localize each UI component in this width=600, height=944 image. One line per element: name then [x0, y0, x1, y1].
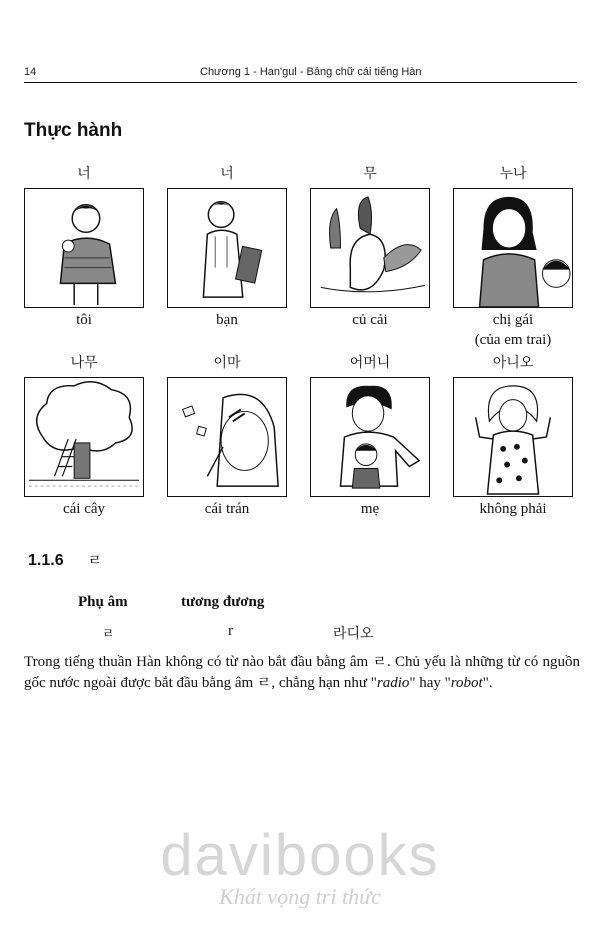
- practice-item-chi-gai: [451, 164, 575, 350]
- illustration-boy: [24, 188, 144, 308]
- section-title: Thực hành: [24, 120, 123, 141]
- korean-word: 어머니: [349, 355, 391, 371]
- body-paragraph: [24, 652, 580, 694]
- korean-word: 나무: [70, 355, 98, 371]
- korean-word: 이마: [213, 355, 241, 371]
- header-rule: [24, 82, 577, 83]
- practice-item-cai-cay: [22, 353, 146, 519]
- paragraph-italic-robot: robot: [450, 675, 483, 691]
- page-number: 14: [24, 66, 37, 78]
- subsection-letter: ㄹ: [87, 551, 103, 569]
- practice-item-cu-cai: [308, 164, 432, 330]
- table-head-equivalent: tương đương: [181, 594, 265, 610]
- caption: cái trán: [204, 501, 250, 517]
- caption: tôi: [76, 312, 92, 328]
- practice-item-toi: [22, 164, 146, 330]
- subsection-heading: [28, 549, 102, 570]
- table-example: 라디오: [333, 626, 374, 642]
- illustration-tree: [24, 377, 144, 497]
- illustration-girl-with-book: [167, 188, 287, 308]
- paragraph-italic-radio: radio: [376, 675, 410, 691]
- practice-item-cai-tran: [165, 353, 289, 519]
- korean-word: 너: [220, 166, 234, 182]
- korean-word: 너: [77, 166, 91, 182]
- table-head-consonant: Phụ âm: [78, 594, 128, 610]
- illustration-mother-and-child: [310, 377, 430, 497]
- korean-word: 무: [363, 166, 377, 182]
- illustration-girl-waving: [453, 377, 573, 497]
- caption: không phải: [479, 501, 547, 517]
- watermark-brand: davibooks: [160, 823, 440, 888]
- paragraph-text: ".: [482, 675, 493, 691]
- korean-word: 누나: [499, 166, 527, 182]
- illustration-sister: [453, 188, 573, 308]
- illustration-radish: [310, 188, 430, 308]
- korean-word: 아니오: [492, 355, 534, 371]
- running-title: Chương 1 - Han'gul - Bảng chữ cái tiếng Hàn: [200, 66, 422, 78]
- caption: bạn: [216, 312, 238, 328]
- practice-item-khong-phai: [451, 353, 575, 519]
- practice-item-ban: [165, 164, 289, 330]
- subsection-number: 1.1.6: [28, 552, 64, 569]
- paragraph-text: " hay ": [409, 675, 451, 691]
- illustration-forehead: [167, 377, 287, 497]
- caption: mẹ: [360, 501, 380, 517]
- subcaption: (của em trai): [474, 332, 552, 348]
- watermark-slogan: Khát vọng tri thức: [219, 884, 381, 909]
- table-consonant: ㄹ: [102, 627, 115, 642]
- caption: chị gái: [492, 312, 534, 328]
- caption: củ cải: [352, 312, 388, 328]
- table-equivalent: r: [228, 623, 233, 639]
- practice-item-me: [308, 353, 432, 519]
- paragraph-text: Trong tiếng thuần Hàn không có từ nào bắt đầu bằng âm ㄹ. Chủ yếu là những từ có nguồn gốc nước ngoài được bắt đầu bằng âm ㄹ, chẳng hạn như ": [24, 654, 580, 691]
- caption: cái cây: [62, 501, 106, 517]
